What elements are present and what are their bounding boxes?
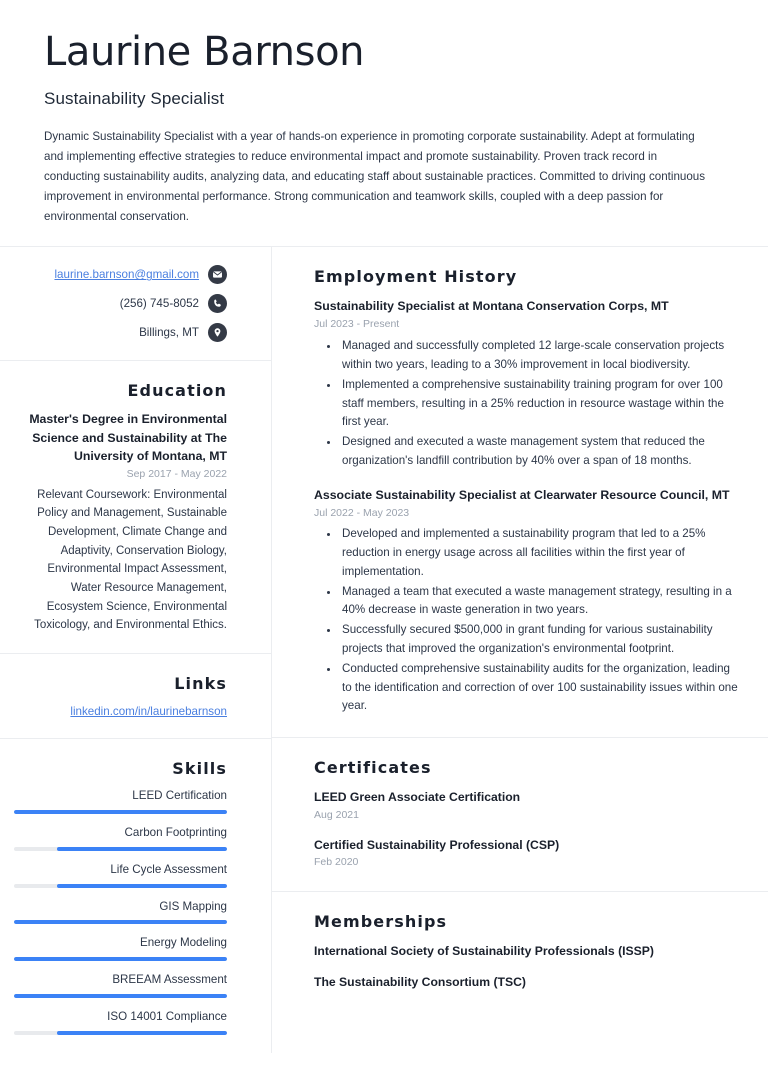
skill-level-track: [14, 810, 227, 814]
skill-level-fill: [14, 994, 227, 998]
main-column: [272, 247, 768, 1011]
employment-entry: [314, 298, 738, 470]
candidate-name: Laurine Barnson: [44, 29, 365, 75]
skill-item: [14, 1009, 227, 1035]
skill-level-track: [14, 994, 227, 998]
employment-bullet: • Conducted comprehensive sustainability audits for the organization, leading to the identification and correction of over 100 sustainability issues within one year.: [340, 660, 738, 716]
skill-level-fill: [14, 810, 227, 814]
skill-label: Energy Modeling: [139, 936, 227, 950]
skill-level-fill: [57, 1031, 227, 1035]
resume-body: [0, 247, 768, 1052]
skills-heading: Skills: [172, 759, 227, 779]
skill-item: [14, 899, 227, 925]
skill-level-track: [14, 847, 227, 851]
education-heading: Education: [127, 381, 227, 401]
membership-title: The Sustainability Consortium (TSC): [314, 974, 526, 989]
skill-level-fill: [57, 884, 227, 888]
employment-bullet: • Managed and successfully completed 12 large-scale conservation projects within two years, leading to a 30% improvement in local biodiversity.: [340, 337, 738, 375]
contact-section: [0, 247, 271, 361]
employment-entry: [314, 487, 738, 717]
education-degree: Master's Degree in Environmental Science and Sustainability at The University of Montana, MT: [29, 412, 227, 463]
links-heading: Links: [174, 673, 227, 693]
skill-label: BREEAM Assessment: [112, 973, 227, 987]
employment-bullet: • Implemented a comprehensive sustainability training program for over 100 staff members, resulting in a 25% reduction in resource wastage within the first year.: [340, 376, 738, 432]
certificate-entry: [314, 837, 738, 871]
skill-level-fill: [14, 957, 227, 961]
skill-item: [14, 972, 227, 998]
employment-title: Associate Sustainability Specialist at Clearwater Resource Council, MT: [314, 487, 730, 502]
employment-history-heading: Employment History: [314, 267, 518, 287]
skills-section: [0, 739, 271, 1053]
sidebar-column: [0, 247, 272, 1052]
employment-bullets: [314, 337, 738, 470]
link-item[interactable]: linkedin.com/in/laurinebarnson: [70, 704, 227, 718]
skill-item: [14, 862, 227, 888]
employment-bullet: • Developed and implemented a sustainability program that led to a 25% reduction in energy usage across all facilities within the first year of implementation.: [340, 525, 738, 581]
certificate-date: Feb 2020: [314, 856, 359, 869]
candidate-job-title: Sustainability Specialist: [44, 88, 225, 108]
contact-row-email[interactable]: [14, 265, 227, 284]
contact-email[interactable]: laurine.barnson@gmail.com: [54, 268, 199, 282]
certificate-title: Certified Sustainability Professional (CSP): [314, 837, 560, 852]
skill-item: [14, 788, 227, 814]
professional-summary: Dynamic Sustainability Specialist with a year of hands-on experience in promoting corporate sustainability. Adept at formulating and implementing effective strategies to reduce environmental impact and promote sustainability. Proven track record in conducting sustainability audits, analyzing data, and educating staff about sustainable practices. Committed to driving continuous improvement in environmental performance. Strong communication and teamwork skills, coupled with a deep passion for environmental conservation.: [44, 129, 706, 223]
memberships-heading: Memberships: [314, 912, 448, 932]
skill-level-track: [14, 884, 227, 888]
employment-dates: Jul 2023 - Present: [314, 318, 400, 331]
skill-level-track: [14, 920, 227, 924]
employment-bullet: • Managed a team that executed a waste management strategy, resulting in a 40% decrease in waste generation in two years.: [340, 583, 738, 621]
certificate-date: Aug 2021: [314, 808, 359, 821]
skill-level-fill: [14, 920, 227, 924]
links-section: [0, 654, 271, 739]
skill-label: ISO 14001 Compliance: [107, 1009, 227, 1023]
phone-icon: [208, 294, 227, 313]
skill-level-track: [14, 957, 227, 961]
skill-level-track: [14, 1031, 227, 1035]
membership-entry: [314, 974, 738, 992]
skill-label: Life Cycle Assessment: [110, 862, 227, 876]
employment-bullets: [314, 525, 738, 716]
education-entry: [14, 410, 227, 634]
envelope-icon: [208, 265, 227, 284]
contact-row-phone[interactable]: [14, 294, 227, 313]
employment-title: Sustainability Specialist at Montana Conservation Corps, MT: [314, 299, 669, 314]
skill-level-fill: [57, 847, 227, 851]
skill-label: GIS Mapping: [159, 899, 227, 913]
education-dates: Sep 2017 - May 2022: [126, 468, 227, 481]
location-pin-icon: [208, 323, 227, 342]
memberships-section: [272, 892, 768, 1011]
certificate-title: LEED Green Associate Certification: [314, 790, 521, 805]
skill-item: [14, 825, 227, 851]
employment-bullet: • Designed and executed a waste management system that reduced the organization's landfill contribution by 40% over a span of 18 months.: [340, 433, 738, 471]
certificates-heading: Certificates: [314, 758, 432, 778]
employment-dates: Jul 2022 - May 2023: [314, 506, 410, 519]
employment-history-section: [272, 247, 768, 738]
employment-bullet: • Successfully secured $500,000 in grant funding for various sustainability projects that improved the organization's environmental footprint.: [340, 621, 738, 659]
education-section: [0, 361, 271, 653]
skill-label: LEED Certification: [132, 789, 227, 803]
certificates-section: [272, 738, 768, 892]
skill-label: Carbon Footprinting: [124, 825, 227, 839]
contact-location: Billings, MT: [139, 326, 199, 340]
education-description: Relevant Coursework: Environmental Policy and Management, Sustainable Development, Climate Change and Adaptivity, Conservation Biology, Environmental Impact Assessment, Water Resource Management, Ecosystem Science, Environmental Toxicology, and Environmental Ethics.: [34, 488, 227, 632]
certificate-entry: [314, 789, 738, 823]
resume-header: [0, 0, 768, 247]
contact-phone[interactable]: (256) 745-8052: [119, 297, 199, 311]
membership-title: International Society of Sustainability Professionals (ISSP): [314, 944, 654, 959]
contact-row-location: [14, 323, 227, 342]
membership-entry: [314, 943, 738, 961]
skill-item: [14, 935, 227, 961]
